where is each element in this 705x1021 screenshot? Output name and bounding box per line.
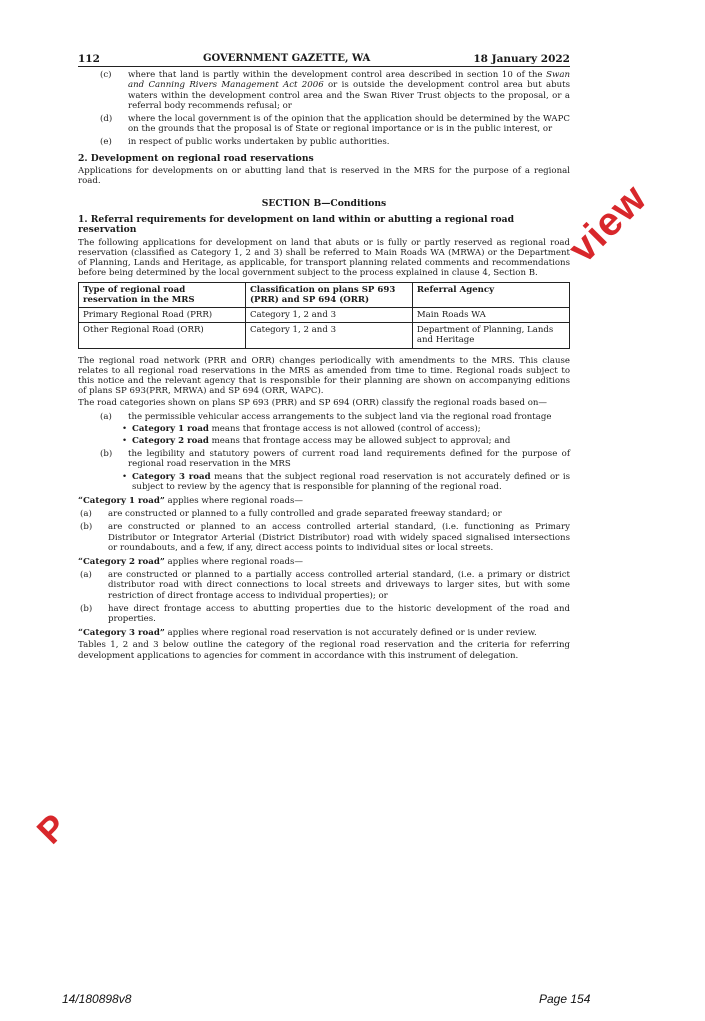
preview-watermark-bottom: P — [28, 805, 75, 852]
bullet-item: • Category 2 road means that frontage access may be allowed subject to approval; and — [122, 435, 511, 446]
section-title: SECTION B—Conditions — [261, 197, 387, 209]
header-date: 18 January 2022 — [473, 53, 570, 65]
paragraph: Tables 1, 2 and 3 below outline the category of the regional road reservation and the criteria for referring development applications to agencies for comment in accordance with this instrument of delegation. — [78, 640, 570, 661]
gazette-page — [78, 54, 570, 661]
table-cell: Department of Planning, Lands and Heritage — [412, 323, 569, 348]
bullet-item: • Category 3 road means that the subject regional road reservation is not accurately defined or is subject to review by the agency that is responsible for planning of the regional road. — [122, 471, 570, 492]
paragraph: “Category 2 road” applies where regional roads— — [78, 557, 303, 568]
column-header: Type of regional road reservation in the MRS — [79, 282, 246, 307]
table-cell: Main Roads WA — [412, 307, 569, 322]
paragraph: The road categories shown on plans SP 693 (PRR) and SP 694 (ORR) classify the regional roads based on— — [78, 398, 548, 409]
list-item: (b) the legibility and statutory powers of current road land requirements defined for the purpose of regional road reservation in the MRS — [100, 449, 570, 470]
header-page-number: 112 — [78, 53, 100, 65]
table-row — [79, 307, 570, 322]
list-item: (d) where the local government is of the opinion that the application should be determined by the WAPC on the grounds that the proposal is of State or regional importance or is in the public interest, or — [100, 114, 570, 135]
page-header — [78, 54, 570, 67]
paragraph: “Category 1 road” applies where regional roads— — [78, 496, 303, 506]
table-header-row — [79, 282, 570, 307]
section-heading: 2. Development on regional road reservations — [78, 152, 314, 164]
preview-watermark-top: view — [560, 175, 656, 272]
column-header: Classification on plans SP 693 (PRR) and SP 694 (ORR) — [245, 282, 412, 307]
list-item: (b) are constructed or planned to an access controlled arterial standard, (i.e. functioning as Primary Distributor or Integrator Arterial (District Distributor) road with widely spaced signalised intersections or roundabouts, and a few, if any, direct access points to individual sites or local streets. — [80, 522, 570, 553]
paragraph: The regional road network (PRR and ORR) changes periodically with amendments to the MRS. This clause relates to all regional road reservations in the MRS as amended from time to time. Regional roads subject to this notice and the relevant agency that is responsible for their planning are shown on accompanying editions of plans SP 693(PRR, MRWA) and SP 694 (ORR, WAPC). — [78, 355, 570, 397]
header-publication: GOVERNMENT GAZETTE, WA — [202, 53, 371, 64]
list-item: (a) are constructed or planned to a partially access controlled arterial standard, (i.e. a primary or district distributor road with direct connections to local streets and driveways to larger sites, but with some restriction of direct frontage access to individual properties); or — [80, 570, 570, 601]
table-cell: Category 1, 2 and 3 — [245, 323, 412, 348]
footer-page-label: Page 154 — [539, 992, 591, 1006]
table-cell: Category 1, 2 and 3 — [245, 307, 412, 322]
paragraph: The following applications for development on land that abuts or is fully or partly reserved as regional road reservation (classified as Category 1, 2 and 3) shall be referred to Main Roads WA (MRWA) or the Department of Planning, Lands and Heritage, as applicable, for transport planning related comments and recommendations before being determined by the local government subject to the process explained in clause 4, Section B. — [78, 237, 570, 279]
list-item: (a) the permissible vehicular access arrangements to the subject land via the regional road frontage — [100, 411, 552, 422]
list-item: (c) where that land is partly within the development control area described in section 10 of the Swan and Canning Rivers Management Act 2006 or is outside the development control area but abuts waters within the development control area and the Swan River Trust objects to the proposal, or a referral body recommends refusal; or — [100, 70, 570, 111]
table-cell: Other Regional Road (ORR) — [79, 323, 246, 348]
list-item: (a) are constructed or planned to a fully controlled and grade separated freeway standard; or — [80, 509, 502, 520]
bullet-item: • Category 1 road means that frontage access is not allowed (control of access); — [122, 423, 481, 434]
section-heading: 1. Referral requirements for development on land within or abutting a regional road reservation — [78, 213, 515, 236]
list-item: (e) in respect of public works undertaken by public authorities. — [100, 137, 390, 148]
paragraph: Applications for developments on or abutting land that is reserved in the MRS for the purpose of a regional road. — [78, 166, 570, 187]
paragraph: “Category 3 road” applies where regional road reservation is not accurately defined or is under review. — [78, 628, 537, 639]
column-header: Referral Agency — [412, 282, 569, 307]
list-item: (b) have direct frontage access to abutting properties due to the historic development of the road and properties. — [80, 603, 570, 625]
referral-table — [78, 282, 570, 349]
table-cell: Primary Regional Road (PRR) — [79, 307, 246, 322]
table-row — [79, 323, 570, 348]
footer-doc-ref: 14/180898v8 — [62, 992, 132, 1006]
